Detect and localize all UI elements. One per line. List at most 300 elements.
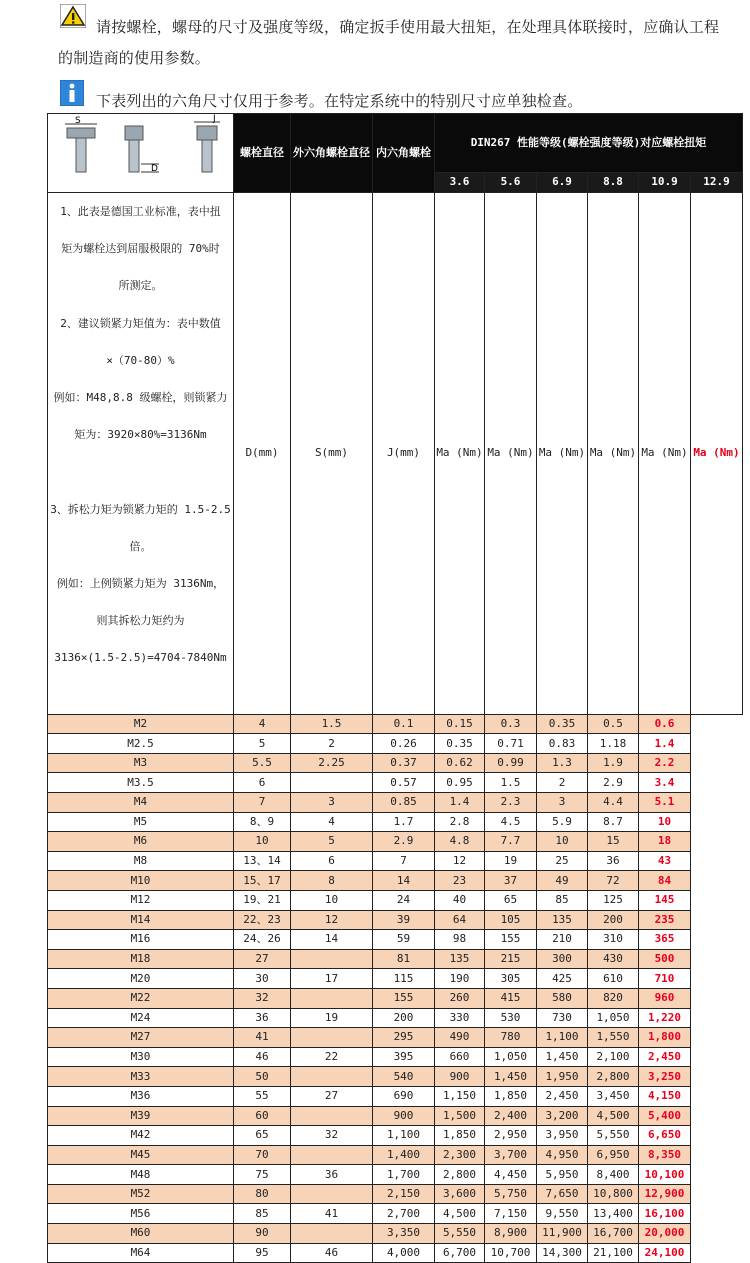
value-cell: 4.5 <box>485 812 537 832</box>
hex-bolt-icon <box>65 124 97 172</box>
value-cell: 1.7 <box>373 812 435 832</box>
value-cell: 0.15 <box>435 714 485 734</box>
value-cell: 2 <box>537 773 588 793</box>
value-cell: 395 <box>373 1047 435 1067</box>
value-cell <box>291 949 373 969</box>
value-cell: 4,150 <box>639 1086 691 1106</box>
value-cell: 1,850 <box>435 1126 485 1146</box>
table-row <box>48 1008 743 1028</box>
unit-cell: Ma (Nm) <box>485 193 537 715</box>
value-cell: 1,450 <box>485 1067 537 1087</box>
value-cell: 660 <box>435 1047 485 1067</box>
value-cell: 8,350 <box>639 1145 691 1165</box>
value-cell: 0.95 <box>435 773 485 793</box>
value-cell: 36 <box>588 851 639 871</box>
value-cell: 85 <box>234 1204 291 1224</box>
note-line <box>48 676 233 713</box>
value-cell: 19 <box>291 1008 373 1028</box>
value-cell: 0.1 <box>373 714 435 734</box>
note-line: 2、建议锁紧力矩值为：表中数值 <box>60 316 221 330</box>
value-cell: 2.8 <box>435 812 485 832</box>
value-cell: 49 <box>537 871 588 891</box>
value-cell: 84 <box>639 871 691 891</box>
value-cell: 17 <box>291 969 373 989</box>
value-cell: 1,050 <box>588 1008 639 1028</box>
value-cell: 295 <box>373 1028 435 1048</box>
note-line: 3、拆松力矩为锁紧力矩的 1.5-2.5 <box>50 502 231 516</box>
bolt-size-cell: M48 <box>48 1165 234 1185</box>
value-cell: 36 <box>291 1165 373 1185</box>
value-cell: 235 <box>639 910 691 930</box>
bolt-diagram <box>48 114 234 193</box>
header-outer-hex: 外六角螺栓直径 <box>291 114 373 193</box>
value-cell: 65 <box>485 890 537 910</box>
svg-text:S: S <box>74 116 81 126</box>
value-cell: 2,800 <box>435 1165 485 1185</box>
value-cell: 70 <box>234 1145 291 1165</box>
unit-cell: Ma (Nm) <box>537 193 588 715</box>
value-cell: 41 <box>291 1204 373 1224</box>
table-row <box>48 734 743 754</box>
value-cell: 2,400 <box>485 1106 537 1126</box>
value-cell: 1,800 <box>639 1028 691 1048</box>
bolt-size-cell: M42 <box>48 1126 234 1146</box>
info-text: 下表列出的六角尺寸仅用于参考。在特定系统中的特别尺寸应单独检查。 <box>96 92 583 110</box>
note-line: 矩为螺栓达到屈服极限的 70%时 <box>61 242 220 256</box>
unit-cell: Ma (Nm) <box>639 193 691 715</box>
value-cell: 13,400 <box>588 1204 639 1224</box>
table-row <box>48 812 743 832</box>
bolt-size-cell: M2 <box>48 714 234 734</box>
value-cell: 3,950 <box>537 1126 588 1146</box>
value-cell: 5.9 <box>537 812 588 832</box>
table-row <box>48 949 743 969</box>
value-cell: 19、21 <box>234 890 291 910</box>
svg-text:D: D <box>150 164 158 174</box>
value-cell: 50 <box>234 1067 291 1087</box>
value-cell <box>291 988 373 1008</box>
value-cell: 10 <box>291 890 373 910</box>
value-cell: 10,800 <box>588 1184 639 1204</box>
value-cell <box>291 1067 373 1087</box>
bolt-size-cell: M3.5 <box>48 773 234 793</box>
value-cell: 2,800 <box>588 1067 639 1087</box>
value-cell: 14 <box>291 930 373 950</box>
value-cell: 1.5 <box>291 714 373 734</box>
bolt-size-cell: M39 <box>48 1106 234 1126</box>
note-line: ×（70-80）% <box>106 353 175 367</box>
value-cell: 81 <box>373 949 435 969</box>
table-row <box>48 1047 743 1067</box>
value-cell: 10,100 <box>639 1165 691 1185</box>
value-cell: 200 <box>373 1008 435 1028</box>
table-row <box>48 1086 743 1106</box>
value-cell: 46 <box>234 1047 291 1067</box>
value-cell: 730 <box>537 1008 588 1028</box>
value-cell: 2,300 <box>435 1145 485 1165</box>
bolt-size-cell: M20 <box>48 969 234 989</box>
value-cell: 3,200 <box>537 1106 588 1126</box>
value-cell: 64 <box>435 910 485 930</box>
grade-header-3: 8.8 <box>588 172 639 192</box>
value-cell: 22、23 <box>234 910 291 930</box>
value-cell: 3 <box>291 793 373 813</box>
value-cell: 3,600 <box>435 1184 485 1204</box>
value-cell: 2.25 <box>291 753 373 773</box>
value-cell: 90 <box>234 1224 291 1244</box>
value-cell: 3,250 <box>639 1067 691 1087</box>
bolt-size-cell: M27 <box>48 1028 234 1048</box>
value-cell: 8.7 <box>588 812 639 832</box>
value-cell: 115 <box>373 969 435 989</box>
value-cell: 3,700 <box>485 1145 537 1165</box>
value-cell: 21,100 <box>588 1243 639 1263</box>
value-cell: 9,550 <box>537 1204 588 1224</box>
bolt-size-cell: M12 <box>48 890 234 910</box>
value-cell: 2.3 <box>485 793 537 813</box>
value-cell: 500 <box>639 949 691 969</box>
value-cell: 4,000 <box>373 1243 435 1263</box>
value-cell: 39 <box>373 910 435 930</box>
note-line: 所测定。 <box>118 279 163 293</box>
bolt-size-cell: M4 <box>48 793 234 813</box>
value-cell: 2,700 <box>373 1204 435 1224</box>
value-cell: 24,100 <box>639 1243 691 1263</box>
value-cell: 7.7 <box>485 832 537 852</box>
value-cell: 30 <box>234 969 291 989</box>
value-cell: 0.99 <box>485 753 537 773</box>
bolt-size-cell: M10 <box>48 871 234 891</box>
value-cell: 155 <box>373 988 435 1008</box>
value-cell: 4,500 <box>435 1204 485 1224</box>
value-cell: 16,100 <box>639 1204 691 1224</box>
value-cell: 1,050 <box>485 1047 537 1067</box>
value-cell: 15 <box>588 832 639 852</box>
bolt-size-cell: M30 <box>48 1047 234 1067</box>
note-line: 倍。 <box>129 539 152 553</box>
value-cell: 13、14 <box>234 851 291 871</box>
value-cell: 1,550 <box>588 1028 639 1048</box>
allen-bolt-icon <box>194 122 220 172</box>
value-cell: 0.37 <box>373 753 435 773</box>
value-cell: 305 <box>485 969 537 989</box>
value-cell: 32 <box>291 1126 373 1146</box>
value-cell: 6,700 <box>435 1243 485 1263</box>
value-cell: 5,550 <box>588 1126 639 1146</box>
value-cell: 4 <box>234 714 291 734</box>
value-cell: 135 <box>537 910 588 930</box>
value-cell: 24 <box>373 890 435 910</box>
value-cell: 8、9 <box>234 812 291 832</box>
value-cell: 330 <box>435 1008 485 1028</box>
value-cell: 2,950 <box>485 1126 537 1146</box>
unit-cell: Ma (Nm) <box>588 193 639 715</box>
value-cell: 310 <box>588 930 639 950</box>
value-cell: 300 <box>537 949 588 969</box>
note-line: 矩为：3920×80%=3136Nm <box>74 428 207 442</box>
value-cell: 12,900 <box>639 1184 691 1204</box>
value-cell: 0.5 <box>588 714 639 734</box>
table-row <box>48 714 743 734</box>
value-cell: 2.9 <box>588 773 639 793</box>
value-cell: 690 <box>373 1086 435 1106</box>
bolt-size-cell: M5 <box>48 812 234 832</box>
value-cell: 3,450 <box>588 1086 639 1106</box>
value-cell: 24、26 <box>234 930 291 950</box>
value-cell: 0.6 <box>639 714 691 734</box>
bolt-size-cell: M6 <box>48 832 234 852</box>
value-cell: 710 <box>639 969 691 989</box>
bolt-size-cell: M45 <box>48 1145 234 1165</box>
value-cell: 900 <box>373 1106 435 1126</box>
value-cell: 415 <box>485 988 537 1008</box>
table-row <box>48 851 743 871</box>
bolt-size-cell: M2.5 <box>48 734 234 754</box>
value-cell: 2.9 <box>373 832 435 852</box>
value-cell: 105 <box>485 910 537 930</box>
value-cell: 6,950 <box>588 1145 639 1165</box>
value-cell: 200 <box>588 910 639 930</box>
value-cell: 2,150 <box>373 1184 435 1204</box>
table-row <box>48 793 743 813</box>
value-cell: 2 <box>291 734 373 754</box>
table-row <box>48 1184 743 1204</box>
value-cell: 0.57 <box>373 773 435 793</box>
bolt-size-cell: M56 <box>48 1204 234 1224</box>
value-cell: 1.4 <box>639 734 691 754</box>
value-cell: 2.2 <box>639 753 691 773</box>
note-line: 3136×(1.5-2.5)=4704-7840Nm <box>54 651 227 665</box>
value-cell: 260 <box>435 988 485 1008</box>
value-cell: 125 <box>588 890 639 910</box>
value-cell: 1.3 <box>537 753 588 773</box>
value-cell: 365 <box>639 930 691 950</box>
value-cell <box>291 1224 373 1244</box>
value-cell: 12 <box>291 910 373 930</box>
table-row <box>48 832 743 852</box>
bolt-size-cell: M36 <box>48 1086 234 1106</box>
note-line <box>48 453 233 490</box>
value-cell: 6,650 <box>639 1126 691 1146</box>
value-cell: 32 <box>234 988 291 1008</box>
value-cell: 5.5 <box>234 753 291 773</box>
value-cell: 190 <box>435 969 485 989</box>
table-row <box>48 1145 743 1165</box>
value-cell: 72 <box>588 871 639 891</box>
value-cell: 430 <box>588 949 639 969</box>
note-line: 例如：M48,8.8 级螺栓，则锁紧力 <box>53 390 228 404</box>
unit-cell: Ma (Nm) <box>691 193 743 715</box>
table-row <box>48 1165 743 1185</box>
value-cell: 27 <box>291 1086 373 1106</box>
value-cell: 1.5 <box>485 773 537 793</box>
value-cell: 7,650 <box>537 1184 588 1204</box>
table-row <box>48 1067 743 1087</box>
warning-text-line1: 请按螺栓，螺母的尺寸及强度等级，确定扳手使用最大扭矩，在处理具体联接时，应确认工程 <box>96 18 720 36</box>
header-bolt-diameter: 螺栓直径 <box>234 114 291 193</box>
value-cell: 0.35 <box>537 714 588 734</box>
value-cell: 59 <box>373 930 435 950</box>
value-cell: 98 <box>435 930 485 950</box>
torque-table <box>47 113 743 1263</box>
value-cell: 1.4 <box>435 793 485 813</box>
bolt-size-cell: M8 <box>48 851 234 871</box>
value-cell: 37 <box>485 871 537 891</box>
value-cell: 0.35 <box>435 734 485 754</box>
value-cell: 1.18 <box>588 734 639 754</box>
unit-cell: Ma (Nm) <box>435 193 485 715</box>
info-icon <box>60 80 84 106</box>
value-cell: 43 <box>639 851 691 871</box>
value-cell: 4,950 <box>537 1145 588 1165</box>
value-cell: 610 <box>588 969 639 989</box>
value-cell: 580 <box>537 988 588 1008</box>
value-cell: 145 <box>639 890 691 910</box>
value-cell: 5 <box>291 832 373 852</box>
grade-header-2: 6.9 <box>537 172 588 192</box>
value-cell: 18 <box>639 832 691 852</box>
unit-cell: D(mm) <box>234 193 291 715</box>
value-cell: 0.83 <box>537 734 588 754</box>
table-row <box>48 1224 743 1244</box>
bolt-size-cell: M22 <box>48 988 234 1008</box>
value-cell: 0.85 <box>373 793 435 813</box>
value-cell: 8,900 <box>485 1224 537 1244</box>
value-cell: 0.3 <box>485 714 537 734</box>
bolt-size-cell: M14 <box>48 910 234 930</box>
warning-icon <box>60 4 86 28</box>
grade-header-0: 3.6 <box>435 172 485 192</box>
header-din267: DIN267 性能等级(螺栓强度等级)对应螺栓扭矩 <box>435 114 743 173</box>
value-cell: 5 <box>234 734 291 754</box>
bolt-size-cell: M64 <box>48 1243 234 1263</box>
value-cell: 40 <box>435 890 485 910</box>
value-cell: 7 <box>373 851 435 871</box>
value-cell <box>291 1028 373 1048</box>
value-cell: 1.9 <box>588 753 639 773</box>
value-cell: 1,100 <box>537 1028 588 1048</box>
table-row <box>48 1204 743 1224</box>
value-cell: 4,500 <box>588 1106 639 1126</box>
value-cell: 215 <box>485 949 537 969</box>
table-row <box>48 930 743 950</box>
value-cell <box>291 773 373 793</box>
value-cell: 5,400 <box>639 1106 691 1126</box>
bolt-size-cell: M18 <box>48 949 234 969</box>
value-cell: 3,350 <box>373 1224 435 1244</box>
value-cell: 23 <box>435 871 485 891</box>
value-cell: 540 <box>373 1067 435 1087</box>
note-line: 1、此表是德国工业标准，表中扭 <box>60 205 221 218</box>
value-cell: 2,450 <box>537 1086 588 1106</box>
notes-panel <box>48 193 234 715</box>
note-line: 例如：上例锁紧力矩为 3136Nm， <box>56 576 225 590</box>
value-cell: 2,450 <box>639 1047 691 1067</box>
value-cell: 960 <box>639 988 691 1008</box>
value-cell: 16,700 <box>588 1224 639 1244</box>
value-cell: 210 <box>537 930 588 950</box>
table-row <box>48 1028 743 1048</box>
value-cell: 1,220 <box>639 1008 691 1028</box>
value-cell: 490 <box>435 1028 485 1048</box>
value-cell: 3 <box>537 793 588 813</box>
value-cell: 14,300 <box>537 1243 588 1263</box>
value-cell: 5.1 <box>639 793 691 813</box>
value-cell <box>291 1106 373 1126</box>
value-cell: 5,950 <box>537 1165 588 1185</box>
value-cell: 27 <box>234 949 291 969</box>
value-cell: 780 <box>485 1028 537 1048</box>
value-cell: 10,700 <box>485 1243 537 1263</box>
grade-header-1: 5.6 <box>485 172 537 192</box>
table-row <box>48 773 743 793</box>
header-inner-hex: 内六角螺栓 <box>373 114 435 193</box>
value-cell: 10 <box>639 812 691 832</box>
value-cell: 900 <box>435 1067 485 1087</box>
value-cell: 46 <box>291 1243 373 1263</box>
bolt-size-cell: M16 <box>48 930 234 950</box>
grade-header-4: 10.9 <box>639 172 691 192</box>
value-cell: 4,450 <box>485 1165 537 1185</box>
bolt-size-cell: M3 <box>48 753 234 773</box>
value-cell: 65 <box>234 1126 291 1146</box>
value-cell: 10 <box>537 832 588 852</box>
table-row <box>48 988 743 1008</box>
unit-cell: J(mm) <box>373 193 435 715</box>
table-row <box>48 1126 743 1146</box>
table-row <box>48 890 743 910</box>
value-cell: 95 <box>234 1243 291 1263</box>
warning-text-line2: 的制造商的使用参数。 <box>58 49 211 67</box>
value-cell: 19 <box>485 851 537 871</box>
value-cell: 4.8 <box>435 832 485 852</box>
value-cell: 7 <box>234 793 291 813</box>
value-cell: 1,100 <box>373 1126 435 1146</box>
value-cell: 1,500 <box>435 1106 485 1126</box>
value-cell: 85 <box>537 890 588 910</box>
value-cell: 1,700 <box>373 1165 435 1185</box>
table-row <box>48 871 743 891</box>
table-row <box>48 1106 743 1126</box>
value-cell: 41 <box>234 1028 291 1048</box>
value-cell: 8 <box>291 871 373 891</box>
value-cell: 6 <box>234 773 291 793</box>
value-cell: 1,950 <box>537 1067 588 1087</box>
value-cell: 4 <box>291 812 373 832</box>
table-row <box>48 969 743 989</box>
value-cell: 25 <box>537 851 588 871</box>
bolt-size-cell: M60 <box>48 1224 234 1244</box>
value-cell: 0.62 <box>435 753 485 773</box>
value-cell: 10 <box>234 832 291 852</box>
value-cell <box>291 1145 373 1165</box>
grade-header-5: 12.9 <box>691 172 743 192</box>
value-cell: 530 <box>485 1008 537 1028</box>
value-cell: 4.4 <box>588 793 639 813</box>
value-cell: 0.71 <box>485 734 537 754</box>
value-cell: 80 <box>234 1184 291 1204</box>
value-cell <box>291 1184 373 1204</box>
value-cell: 7,150 <box>485 1204 537 1224</box>
value-cell: 5,750 <box>485 1184 537 1204</box>
value-cell: 20,000 <box>639 1224 691 1244</box>
value-cell: 14 <box>373 871 435 891</box>
value-cell: 6 <box>291 851 373 871</box>
svg-text:J: J <box>212 114 216 124</box>
value-cell: 12 <box>435 851 485 871</box>
bolt-size-cell: M24 <box>48 1008 234 1028</box>
table-row <box>48 1243 743 1263</box>
